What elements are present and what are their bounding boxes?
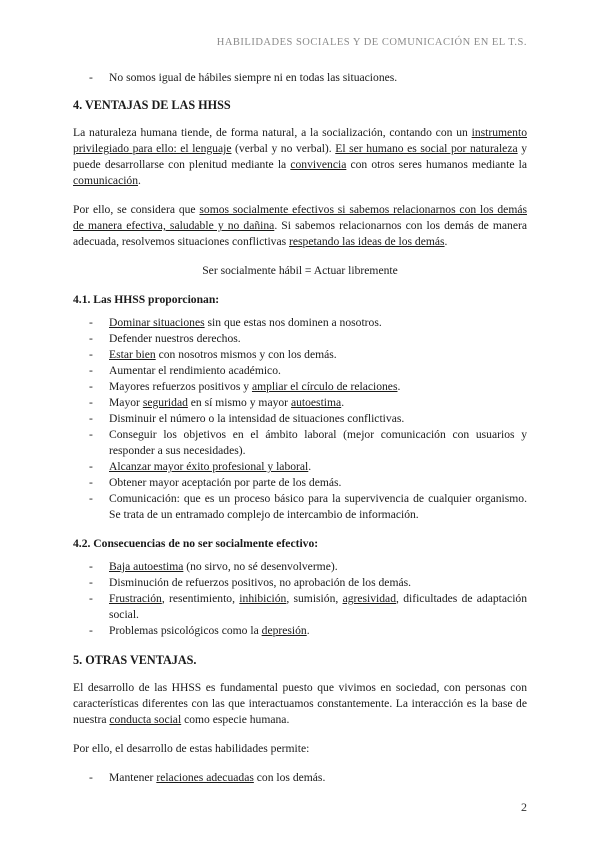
text-run: El desarrollo de las HHSS es fundamental puesto que vivimos en sociedad, con personas con características diferentes con las que interactuamos constantemente. La interacción es la base de nuestra	[73, 681, 527, 726]
intro-list	[73, 70, 527, 86]
text-run: , resentimiento,	[161, 592, 240, 605]
text-run: con nosotros mismos y con los demás.	[155, 348, 337, 361]
list-item	[73, 591, 527, 623]
text-run: Obtener mayor aceptación por parte de los demás.	[109, 476, 342, 489]
underlined-text: Baja autoestima	[109, 560, 184, 573]
underlined-text: convivencia	[290, 158, 347, 171]
underlined-text: Estar bien	[109, 348, 156, 361]
text-run: .	[341, 396, 345, 409]
text-run: Disminuir el número o la intensidad de situaciones conflictivas.	[109, 412, 405, 425]
underlined-text: Dominar situaciones	[109, 316, 205, 329]
text-run: , dificultades de adaptación social.	[109, 592, 528, 621]
text-run: Por ello, se considera que	[73, 203, 200, 216]
text-run: Disminución de refuerzos positivos, no aprobación de los demás.	[109, 576, 412, 589]
underlined-text: relaciones adecuadas	[156, 771, 254, 784]
text-run: (no sirvo, no sé desenvolverme).	[183, 560, 338, 573]
list-item	[73, 459, 527, 475]
underlined-text: inhibición	[239, 592, 287, 605]
text-run: .	[308, 460, 312, 473]
section-4-1-list	[73, 315, 527, 523]
section-4-paragraph-2	[73, 202, 527, 250]
text-run: .	[138, 174, 141, 187]
text-run: (verbal y no verbal).	[231, 142, 336, 155]
page-number: 2	[521, 800, 527, 814]
list-item	[73, 315, 527, 331]
formula-line: Ser socialmente hábil = Actuar libremente	[202, 264, 398, 277]
text-run: Mayor	[109, 396, 143, 409]
underlined-text: Alcanzar mayor éxito profesional y laboral	[109, 460, 309, 473]
underlined-text: El ser humano es social por naturaleza	[335, 142, 518, 155]
underlined-text: Frustración	[109, 592, 162, 605]
text-run: La naturaleza humana tiende, de forma natural, a la socialización, contando con un	[73, 126, 472, 139]
text-run: . Si sabemos relacionarnos con los demás de manera adecuada, resolvemos situaciones conflictivas	[73, 219, 527, 248]
text-run: y puede desarrollarse con plenitud mediante la	[73, 142, 527, 171]
underlined-text: agresividad	[342, 592, 397, 605]
text-run: con otros seres humanos mediante la	[346, 158, 527, 171]
section-4-paragraph-1	[73, 125, 527, 189]
section-4-heading: 4. VENTAJAS DE LAS HHSS	[73, 98, 231, 112]
text-run: .	[397, 380, 401, 393]
running-header: HABILIDADES SOCIALES Y DE COMUNICACIÓN EN EL T.S.	[216, 37, 527, 48]
text-run: Aumentar el rendimiento académico.	[109, 364, 281, 377]
text-run: Defender nuestros derechos.	[109, 332, 241, 345]
section-4-1-heading: 4.1. Las HHSS proporcionan:	[73, 293, 220, 306]
list-item	[73, 379, 527, 395]
section-5-heading: 5. OTRAS VENTAJAS.	[73, 653, 197, 667]
list-item	[73, 770, 527, 786]
underlined-text: autoestima	[290, 396, 342, 409]
text-run: , sumisión,	[286, 592, 343, 605]
underlined-text: comunicación	[73, 174, 139, 187]
underlined-text: respetando las ideas de los demás	[289, 235, 445, 248]
text-run: Comunicación: que es un proceso básico para la supervivencia de cualquier organismo. Se trata de un entramado complejo de intercambio de información.	[109, 492, 527, 521]
section-4-2-heading: 4.2. Consecuencias de no ser socialmente efectivo:	[73, 537, 319, 550]
section-5-paragraph-2: Por ello, el desarrollo de estas habilidades permite:	[73, 742, 310, 755]
list-item	[73, 395, 527, 411]
list-item	[73, 347, 527, 363]
section-4-2-list	[73, 559, 527, 639]
text-run: Problemas psicológicos como la	[109, 624, 262, 637]
text-run: con los demás.	[253, 771, 326, 784]
text-run: Mayores refuerzos positivos y	[109, 380, 252, 393]
list-item	[73, 475, 527, 491]
text-run: .	[444, 235, 448, 248]
list-item: - No somos igual de hábiles siempre ni en todas las situaciones.	[73, 70, 527, 86]
list-item	[73, 427, 527, 459]
text-run: como especie humana.	[181, 713, 290, 726]
underlined-text: seguridad	[142, 396, 188, 409]
section-5-list	[73, 770, 527, 786]
list-item	[73, 559, 527, 575]
text-run: .	[306, 624, 310, 637]
underlined-text: conducta social	[109, 713, 182, 726]
list-item	[73, 575, 527, 591]
underlined-text: ampliar el círculo de relaciones	[251, 380, 398, 393]
text-run: sin que estas nos dominen a nosotros.	[204, 316, 382, 329]
text-run: Conseguir los objetivos en el ámbito laboral (mejor comunicación con usuarios y responder a sus necesidades).	[109, 428, 527, 457]
text-run: en sí mismo y mayor	[187, 396, 291, 409]
list-item	[73, 623, 527, 639]
underlined-text: depresión	[261, 624, 307, 637]
list-item	[73, 363, 527, 379]
section-5-paragraph-1	[73, 680, 527, 728]
list-item	[73, 411, 527, 427]
text-run: Mantener	[109, 771, 157, 784]
list-item	[73, 491, 527, 523]
list-item	[73, 331, 527, 347]
document-body	[73, 70, 527, 799]
underlined-text: instrumento privilegiado para ello: el lenguaje	[73, 126, 527, 155]
underlined-text: somos socialmente efectivos si sabemos relacionarnos con los demás de manera efectiva, saludable y no dañina	[73, 203, 527, 232]
